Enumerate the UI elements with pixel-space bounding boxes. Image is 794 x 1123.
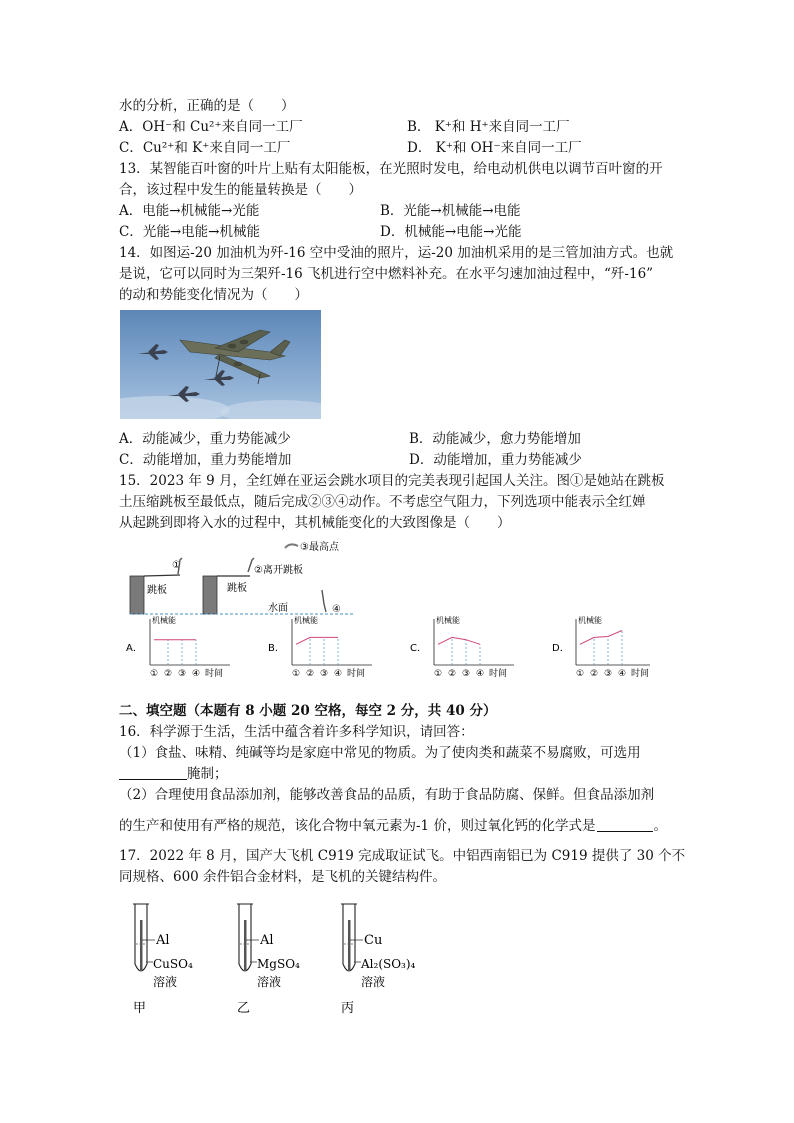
tube-caption: 丙 [341,1001,355,1016]
graph-d [552,615,650,679]
q14-stem-line1: 14．如图运-20 加油机为歼-16 空中受油的照片，运-20 加油机采用的是三管加油方式。也就 [119,245,674,261]
x-axis-label: 时间 [205,669,224,679]
fighter-jet-icon [204,370,234,386]
metal-label: Cu [364,933,383,948]
q16-part1-line2 [119,764,228,784]
test-tube-3 [341,904,416,1016]
metal-label: Al [156,933,170,948]
answer-blank-1[interactable] [119,765,187,780]
q15-stem-line2: 土压缩跳板至最低点，随后完成②③④动作。不考虑空气阻力，下列选项中能表示全红婵 [119,494,646,510]
q14-stem-line2: 是说，它可以同时为三架歼-16 飞机进行空中燃料补充。在水平匀速加油过程中，“歼-16” [119,266,654,282]
q16-part2-line1: （2）合理使用食品添加剂，能够改善食品的品质，有助于食品防腐、保鲜。但食品添加剂 [119,787,655,803]
water-label: 水面 [268,603,288,614]
board-label-2: 跳板 [227,583,247,594]
tick-label: ④ [618,669,627,679]
tick-label: ③ [178,669,187,679]
pose-4-label: ④ [332,604,341,615]
tube-caption: 乙 [237,1001,251,1016]
energy-curve [296,637,338,644]
tick-label: ② [164,669,173,679]
pose-3-label: ③最高点 [300,542,339,553]
metal-label: Al [260,933,274,948]
section-2-title: 二、填空题（本题有 8 小题 20 空格，每空 2 分，共 40 分） [119,703,497,719]
q12-option-a: A．OH⁻和 Cu²⁺来自同一工厂 [119,119,303,135]
q13-option-d: D．机械能→电能→光能 [380,224,522,240]
tick-label: ③ [320,669,329,679]
q14-option-b: B．动能减少，愈力势能增加 [409,431,581,447]
tick-label: ① [576,669,585,679]
q12-option-b: B． K⁺和 H⁺来自同一工厂 [407,119,570,135]
x-axis-label: 时间 [347,669,366,679]
q12-stem: 水的分析，正确的是（ ） [119,98,295,114]
pose-2-label: ②离开跳板 [254,565,303,576]
y-axis-label: 机械能 [152,616,176,625]
q17-stem-line1: 17．2022 年 8 月，国产大飞机 C919 完成取证试飞。中铝西南铝已为 C919 提供了 30 个不 [119,848,686,864]
graph-a [126,615,230,679]
graph-option-label: D． [552,643,570,654]
answer-blank-2[interactable] [597,817,653,832]
tick-label: ④ [476,669,485,679]
graph-c [410,615,514,679]
solution-word-label: 溶液 [153,975,178,989]
q14-option-d: D．动能增加，重力势能减少 [409,452,582,468]
energy-curve [580,631,622,645]
q13-option-c: C．光能→电能→机械能 [119,224,260,240]
tick-label: ④ [334,669,343,679]
test-tube-2 [237,904,300,1016]
tick-label: ① [434,669,443,679]
solution-word-label: 溶液 [361,975,386,989]
q14-stem-line3: 的动和势能变化情况为（ ） [119,287,308,303]
tick-label: ① [150,669,159,679]
q16-part2-line2 [119,816,667,836]
q13-option-a: A．电能→机械能→光能 [119,203,260,219]
y-axis-label: 机械能 [436,616,460,625]
q16-part1-line1: （1）食盐、味精、纯碱等均是家庭中常见的物质。为了使肉类和蔬菜不易腐败，可选用 [119,745,641,761]
q14-option-c: C．动能增加，重力势能增加 [119,452,292,468]
fighter-jet-icon [138,344,168,360]
q16-part2-text: 的生产和使用有严格的规范，该化合物中氧元素为-1 价，则过氧化钙的化学式是 [119,818,596,834]
x-axis-label: 时间 [489,669,508,679]
tick-label: ④ [192,669,201,679]
graph-b [268,615,372,679]
tube-caption: 甲 [133,1001,147,1016]
aircraft-illustration [120,310,321,419]
graph-option-label: A． [126,643,143,654]
test-tube-1 [133,904,193,1016]
solution-formula-label: MgSO₄ [257,957,300,971]
energy-graphs [120,615,650,685]
y-axis-label: 机械能 [578,616,602,625]
q13-option-b: B．光能→机械能→电能 [380,203,521,219]
energy-curve [438,637,480,644]
metal-strip [348,920,351,970]
metal-strip [244,920,247,970]
q17-stem-line2: 同规格、600 余件铝合金材料，是飞机的关键结构件。 [119,869,447,885]
pose-1-label: ① [172,560,181,571]
tick-label: ③ [604,669,613,679]
metal-strip [140,920,143,970]
solution-word-label: 溶液 [257,975,282,989]
graph-option-label: C． [410,643,427,654]
tick-label: ③ [462,669,471,679]
q16-stem: 16．科学源于生活，生活中蕴含着许多科学知识，请回答： [119,724,474,740]
tick-label: ① [292,669,301,679]
q16-part2-end: 。 [653,818,667,834]
q15-stem-line1: 15．2023 年 9 月，全红婵在亚运会跳水项目的完美表现引起国人关注。图①是她站在跳板 [119,473,665,489]
y-axis-label: 机械能 [294,616,318,625]
refueling-aircraft-photo [120,310,321,419]
board-label-1: 跳板 [147,585,167,596]
tick-label: ② [306,669,315,679]
q13-stem-line2: 合，该过程中发生的能量转换是（ ） [119,182,362,198]
graph-option-label: B． [268,643,285,654]
tick-label: ② [590,669,599,679]
q14-option-a: A．动能减少，重力势能减少 [119,431,291,447]
test-tubes-figure [125,900,435,1020]
q12-option-d: D． K⁺和 OH⁻来自同一工厂 [407,140,582,156]
q15-stem-line3: 从起跳到即将入水的过程中，其机械能变化的大致图像是（ ） [119,515,511,531]
tick-label: ② [448,669,457,679]
diving-figure [120,538,370,620]
q13-stem-line1: 13．某智能百叶窗的叶片上贴有太阳能板，在光照时发电，给电动机供电以调节百叶窗的开 [119,161,663,177]
x-axis-label: 时间 [631,669,650,679]
solution-formula-label: Al₂(SO₃)₄ [361,957,416,971]
q12-option-c: C．Cu²⁺和 K⁺来自同一工厂 [119,140,291,156]
tanker-plane-icon [180,330,290,378]
q16-part1-suffix: 腌制； [187,766,228,782]
solution-formula-label: CuSO₄ [153,957,193,971]
